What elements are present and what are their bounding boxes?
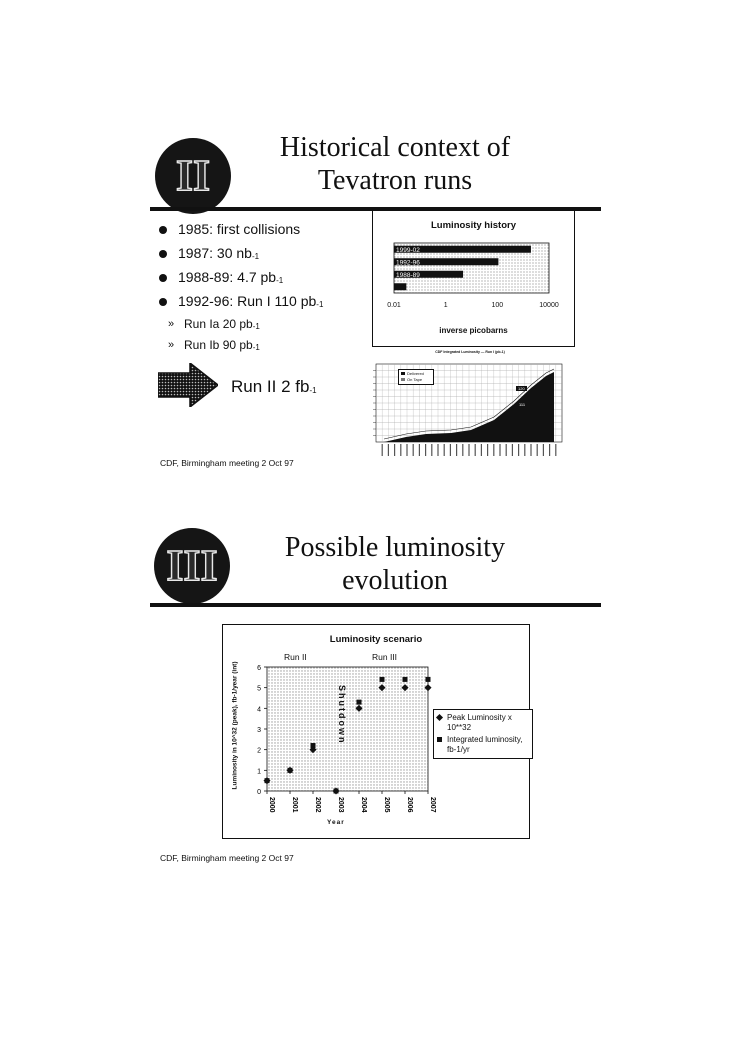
lumi-history-chart: [372, 210, 575, 347]
sub-bullet-text: Run Ib 90 pb: [184, 338, 253, 352]
hist-bar: [394, 283, 406, 290]
run2-sup: -1: [309, 386, 317, 395]
lumi-history-title: Luminosity history: [431, 220, 516, 231]
slide1-title-line1: Historical context of: [279, 132, 511, 163]
scenario-x-tick: 2005: [383, 797, 390, 813]
integrated-point: [380, 677, 385, 682]
scenario-y-tick: 6: [257, 665, 261, 672]
slide2-divider: [150, 603, 601, 607]
scenario-x-tick: 2004: [360, 797, 367, 813]
lumi-history-xlabel: inverse picobarns: [439, 326, 508, 335]
bullet-item: [158, 219, 368, 243]
integrated-point: [357, 700, 362, 705]
bullet-item: [158, 267, 368, 291]
sub-bullet-text: Run Ia 20 pb: [184, 317, 253, 331]
hist-x-tick: 100: [491, 302, 504, 309]
scenario-x-tick: 2007: [429, 797, 436, 813]
bullet-item: [158, 291, 368, 315]
scenario-xlabel: Year: [327, 819, 345, 826]
slide2-title-line1: Possible luminosity: [284, 532, 506, 563]
hist-x-tick: 10000: [539, 302, 559, 309]
chevron-icon: »: [168, 318, 175, 330]
sub-bullet-sup: -1: [252, 322, 260, 331]
hist-bar-label: 1988-89: [396, 271, 420, 279]
legend-delivered: Delivered: [401, 371, 431, 377]
annotation-run3: Run III: [372, 652, 398, 662]
legend-on-tape: On Tape: [401, 377, 431, 383]
scenario-y-tick: 3: [257, 727, 261, 734]
legend-integrated-marker: [437, 737, 442, 742]
section-numeral-badge: [155, 138, 231, 214]
hist-x-tick: 0.01: [387, 302, 401, 309]
hist-bar-label: 1999-02: [396, 246, 420, 254]
chevron-icon: »: [168, 339, 175, 351]
legend-peak-marker: [436, 714, 443, 721]
integrated-point: [311, 743, 316, 748]
scenario-x-tick: 2003: [337, 797, 344, 813]
integrated-label-1: 120: [518, 386, 525, 391]
hist-bar-label: 1992-96: [396, 259, 420, 267]
section-numeral-2: III: [166, 541, 218, 590]
scenario-title: Luminosity scenario: [329, 634, 423, 645]
run2-label: [231, 377, 317, 397]
annotation-shutdown: Shutdown: [337, 685, 347, 745]
slide2-footer: CDF, Birmingham meeting 2 Oct 97: [160, 853, 294, 863]
annotation-run2: Run II: [284, 652, 307, 662]
scenario-x-tick: 2002: [314, 797, 321, 813]
integrated-lumi-legend: [398, 369, 434, 385]
bullet-text: 1985: first collisions: [178, 221, 301, 237]
bullet-sup: -1: [251, 252, 260, 261]
run2-text: Run II 2 fb: [231, 377, 310, 396]
slide1-title: [240, 131, 550, 197]
scenario-x-tick: 2000: [268, 797, 275, 813]
sub-bullet-sup: -1: [252, 343, 260, 352]
slide1-title-line2: Tevatron runs: [317, 165, 473, 196]
bullet-sup: -1: [276, 276, 284, 285]
slide2-title-line2: evolution: [342, 565, 448, 596]
slide2-title: [240, 531, 550, 597]
scenario-x-tick: 2006: [406, 797, 413, 813]
integrated-point: [265, 778, 270, 783]
scenario-ylabel: Luminosity in 10^32 (peak), fb-1/year (int): [231, 661, 239, 790]
section-numeral: II: [175, 151, 211, 200]
integrated-point: [288, 768, 293, 773]
bullet-dot: [159, 298, 167, 306]
bullet-item: [158, 243, 368, 267]
scenario-legend: [433, 709, 533, 759]
integrated-point: [403, 677, 408, 682]
run2-arrow: [158, 363, 218, 407]
scenario-y-tick: 2: [257, 747, 261, 755]
sub-bullet-item: [158, 315, 368, 336]
slide1-footer: CDF, Birmingham meeting 2 Oct 97: [160, 458, 294, 468]
hist-x-tick: 1: [443, 302, 448, 309]
integrated-lumi-title: CDF Integrated Luminosity — Run I (pb-1): [435, 350, 505, 354]
bullet-text: 1987: 30 nb: [178, 245, 252, 261]
legend-integrated: Integrated luminosity, fb-1/yr: [437, 735, 529, 755]
bullet-dot: [159, 226, 167, 234]
bullet-text: 1992-96: Run I 110 pb: [178, 293, 317, 309]
bullet-dot: [159, 250, 167, 258]
bullet-sup: -1: [316, 300, 324, 309]
scenario-y-tick: 1: [257, 768, 261, 776]
sub-bullet-item: [158, 336, 368, 357]
integrated-label-2: 111: [519, 402, 526, 407]
scenario-y-tick: 5: [257, 685, 261, 693]
scenario-y-tick: 4: [257, 706, 261, 714]
scenario-y-tick: 0: [257, 789, 261, 796]
lumi-scenario-chart: [222, 624, 530, 839]
slide1-bullets: [158, 219, 368, 357]
scenario-x-tick: 2001: [291, 797, 298, 813]
integrated-point: [334, 789, 339, 794]
legend-peak: Peak Luminosity x 10**32: [437, 713, 529, 733]
bullet-dot: [159, 274, 167, 282]
section-numeral-badge-2: [154, 528, 230, 604]
integrated-lumi-chart: [362, 350, 568, 462]
integrated-point: [426, 677, 431, 682]
bullet-text: 1988-89: 4.7 pb: [178, 269, 277, 285]
